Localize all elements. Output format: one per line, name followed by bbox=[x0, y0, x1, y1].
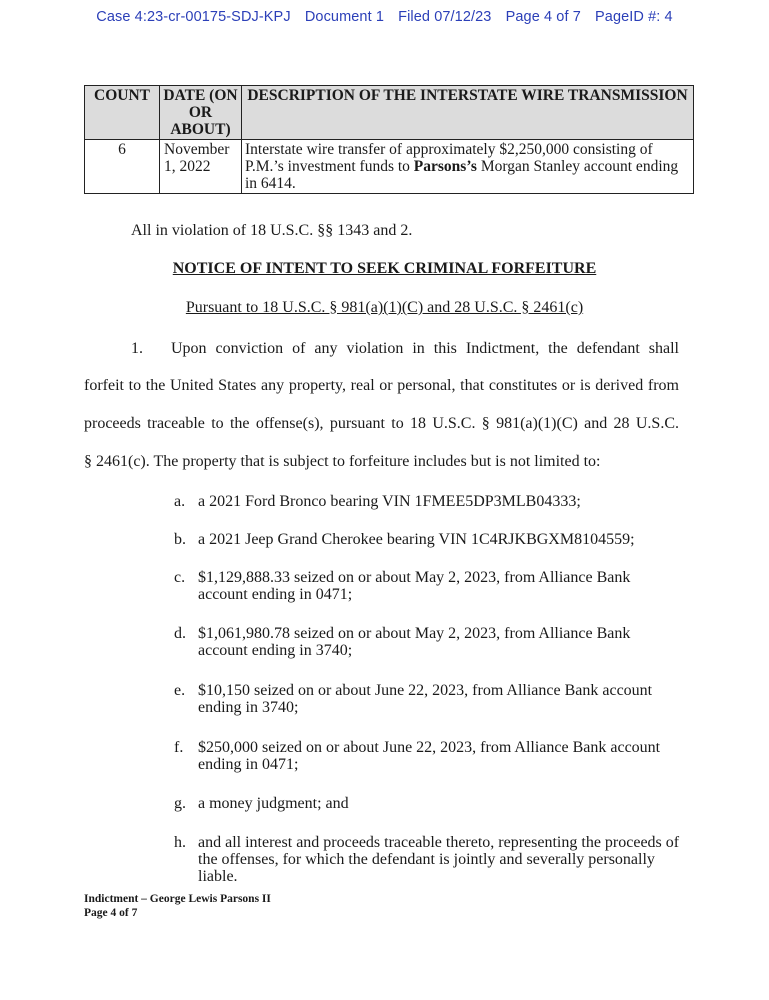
page-of: Page 4 of 7 bbox=[505, 9, 581, 25]
table-row bbox=[85, 140, 694, 194]
list-item bbox=[174, 569, 680, 603]
date-header: DATE (ON OR ABOUT) bbox=[160, 86, 242, 140]
desc-text-end: Morgan Stanley account ending in 6414. bbox=[245, 158, 679, 192]
item-label: h. bbox=[174, 834, 186, 851]
item-label: c. bbox=[174, 569, 186, 586]
case-number: Case 4:23-cr-00175-SDJ-KPJ bbox=[96, 9, 291, 25]
footer-page-number: Page 4 of 7 bbox=[84, 907, 138, 919]
item-text: $250,000 seized on or about June 22, 2023, from Alliance Bank account ending in 0471; bbox=[198, 739, 661, 773]
desc-bold-name: Parsons’s bbox=[413, 158, 477, 175]
paragraph-1-text: Upon conviction of any violation in this Indictment, the defendant shall bbox=[171, 340, 679, 357]
row-description bbox=[242, 140, 694, 194]
page-id: PageID #: 4 bbox=[595, 9, 673, 25]
list-item bbox=[174, 625, 680, 659]
item-label: b. bbox=[174, 531, 186, 548]
item-text: and all interest and proceeds traceable thereto, representing the proceeds of the offenses, for which the defendant is jointly and severally personally liable. bbox=[198, 834, 680, 885]
item-label: a. bbox=[174, 493, 186, 510]
list-item bbox=[174, 834, 680, 885]
paragraph-1-line-3: proceeds traceable to the offense(s), pursuant to 18 U.S.C. § 981(a)(1)(C) and 28 U.S.C. bbox=[84, 415, 679, 432]
violation-statement: All in violation of 18 U.S.C. §§ 1343 and 2. bbox=[131, 222, 413, 239]
list-item bbox=[174, 682, 680, 716]
item-label: e. bbox=[174, 682, 186, 699]
list-item bbox=[174, 531, 680, 548]
paragraph-1-line-2: forfeit to the United States any property, real or personal, that constitutes or is derived from bbox=[84, 377, 679, 394]
forfeiture-heading: NOTICE OF INTENT TO SEEK CRIMINAL FORFEITURE bbox=[172, 260, 597, 277]
paragraph-1-line-4: § 2461(c). The property that is subject to forfeiture includes but is not limited to: bbox=[84, 453, 601, 470]
list-item bbox=[174, 493, 680, 510]
filed-date: Filed 07/12/23 bbox=[398, 9, 492, 25]
row-count: 6 bbox=[85, 140, 160, 194]
desc-text: Interstate wire transfer of approximately $2,250,000 consisting of P.M.’s investment funds to bbox=[245, 141, 653, 175]
list-item bbox=[174, 795, 680, 812]
item-text: $1,129,888.33 seized on or about May 2, 2023, from Alliance Bank account ending in 0471; bbox=[198, 569, 631, 603]
paragraph-1-line-1 bbox=[131, 340, 679, 358]
item-text: a 2021 Jeep Grand Cherokee bearing VIN 1C4RJKBGXM8104559; bbox=[198, 531, 635, 548]
list-item bbox=[174, 739, 680, 773]
description-header: DESCRIPTION OF THE INTERSTATE WIRE TRANSMISSION bbox=[242, 86, 694, 140]
row-date: November 1, 2022 bbox=[160, 140, 242, 194]
item-text: a 2021 Ford Bronco bearing VIN 1FMEE5DP3MLB04333; bbox=[198, 493, 581, 510]
wire-transmission-table bbox=[84, 85, 694, 194]
item-text: $1,061,980.78 seized on or about May 2, 2023, from Alliance Bank account ending in 3740; bbox=[198, 625, 631, 659]
footer-case-title: Indictment – George Lewis Parsons II bbox=[84, 893, 271, 905]
item-text: a money judgment; and bbox=[198, 795, 349, 812]
paragraph-number: 1. bbox=[131, 340, 143, 357]
document-number: Document 1 bbox=[304, 9, 385, 25]
count-header: COUNT bbox=[85, 86, 160, 140]
page-footer bbox=[84, 892, 271, 920]
pursuant-line: Pursuant to 18 U.S.C. § 981(a)(1)(C) and 28 U.S.C. § 2461(c) bbox=[185, 299, 584, 316]
item-text: $10,150 seized on or about June 22, 2023, from Alliance Bank account ending in 3740; bbox=[198, 682, 653, 716]
item-label: g. bbox=[174, 795, 186, 812]
item-label: f. bbox=[174, 739, 184, 756]
ecf-filing-header bbox=[0, 9, 769, 25]
table-header-row bbox=[85, 86, 694, 140]
item-label: d. bbox=[174, 625, 186, 642]
